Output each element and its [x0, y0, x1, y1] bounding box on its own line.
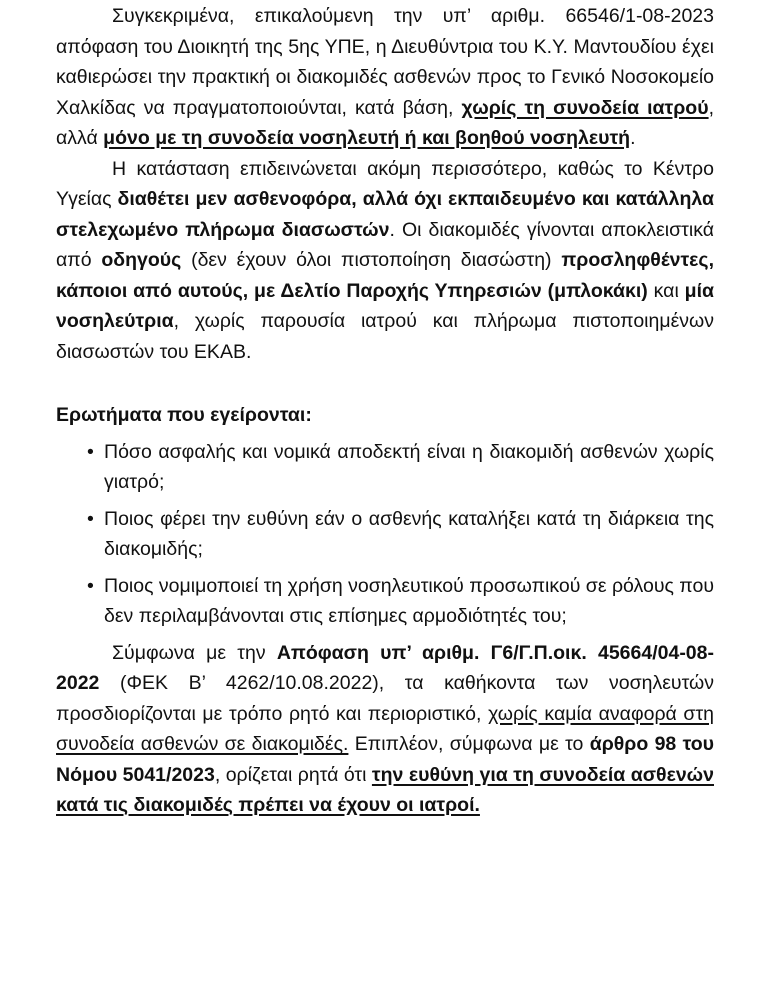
p3-text-c: (ΦΕΚ Β’ 4262/10.08.2022), τα καθήκοντα των νοσηλευτών προσδιορίζονται με τρόπο ρητό και περιοριστικό, — [56, 672, 714, 725]
paragraph-transfer-practice — [56, 1, 714, 154]
p2-emphasis-one-nurse: μία νοσηλεύτρια — [56, 279, 715, 332]
p2-text-a: Η κατάσταση επιδεινώνεται ακόμη περισσότερο, καθώς το Κέντρο Υγείας — [56, 157, 714, 210]
p2-text-g: και — [647, 279, 685, 302]
document-page — [56, 0, 714, 821]
question-text: Ποιος φέρει την ευθύνη εάν ο ασθενής καταλήξει κατά τη διάρκεια της διακομιδής; — [104, 507, 714, 560]
questions-list — [56, 437, 714, 632]
list-item — [56, 504, 714, 565]
questions-heading: Ερωτήματα που εγείρονται: — [56, 404, 312, 426]
p1-text-a: Συγκεκριμένα, επικαλούμενη την υπ’ αριθμ. 66546/1-08-2023 απόφαση του Διοικητή της 5ης ΥΠΕ, η Διευθύντρια του Κ.Υ. Μαντουδίου έχει καθιερώσει την πρακτική οι διακομιδές ασθενών προς το Γενικό Νοσοκομείο Χαλκίδας να πραγματοποιούνται, κατά βάση, — [56, 5, 714, 119]
section-spacer — [56, 367, 714, 400]
p2-text-e: (δεν έχουν όλοι πιστοποίηση διασώστη) — [181, 249, 562, 271]
bullet-icon: • — [87, 507, 94, 530]
p2-emphasis-ambulances: διαθέτει μεν ασθενοφόρα, αλλά όχι εκπαιδευμένο και κατάλληλα στελεχωμένο πλήρωμα διασωστών — [56, 188, 714, 241]
p1-text-e: . — [630, 127, 636, 149]
p3-text-g: , ορίζεται ρητά ότι — [214, 763, 372, 786]
paragraph-situation-worsens — [56, 154, 714, 368]
p1-text-c: , αλλά — [56, 96, 714, 149]
list-item — [56, 437, 714, 498]
p2-emphasis-hired: προσληφθέντες, κάποιοι από αυτούς, με Δελτίο Παροχής Υπηρεσιών (μπλοκάκι) — [56, 249, 714, 302]
p3-emphasis-decision: Απόφαση υπ’ αριθμ. Γ6/Γ.Π.οικ. 45664/04-08-2022 — [56, 641, 714, 694]
p1-emphasis-no-doctor: χωρίς τη συνοδεία ιατρού — [461, 96, 709, 119]
p3-text-e: Επιπλέον, σύμφωνα με το — [348, 733, 590, 755]
p2-emphasis-drivers: οδηγούς — [101, 249, 182, 271]
bullet-icon: • — [87, 440, 94, 463]
p3-emphasis-doctors-responsible: την ευθύνη για τη συνοδεία ασθενών κατά τις διακομιδές πρέπει να έχουν οι ιατροί. — [56, 763, 714, 816]
bullet-icon: • — [87, 574, 94, 597]
p3-emphasis-law-article: άρθρο 98 του Νόμου 5041/2023 — [56, 733, 714, 786]
list-item — [56, 571, 714, 632]
p2-text-c: . Οι διακομιδές γίνονται αποκλειστικά από — [56, 218, 714, 271]
p2-text-i: , χωρίς παρουσία ιατρού και πλήρωμα πιστοποιημένων διασωστών του ΕΚΑΒ. — [56, 310, 714, 363]
p3-underline-no-reference: χωρίς καμία αναφορά στη συνοδεία ασθενών σε διακομιδές. — [56, 702, 715, 755]
question-text: Πόσο ασφαλής και νομικά αποδεκτή είναι η διακομιδή ασθενών χωρίς γιατρό; — [104, 440, 714, 493]
paragraph-legal-basis — [56, 638, 714, 821]
p3-text-a: Σύμφωνα με την — [112, 641, 277, 664]
p1-emphasis-nurse-only: μόνο με τη συνοδεία νοσηλευτή ή και βοηθού νοσηλευτή — [103, 127, 631, 149]
question-text: Ποιος νομιμοποιεί τη χρήση νοσηλευτικού προσωπικού σε ρόλους που δεν περιλαμβάνονται στις επίσημες αρμοδιότητές του; — [104, 574, 714, 627]
